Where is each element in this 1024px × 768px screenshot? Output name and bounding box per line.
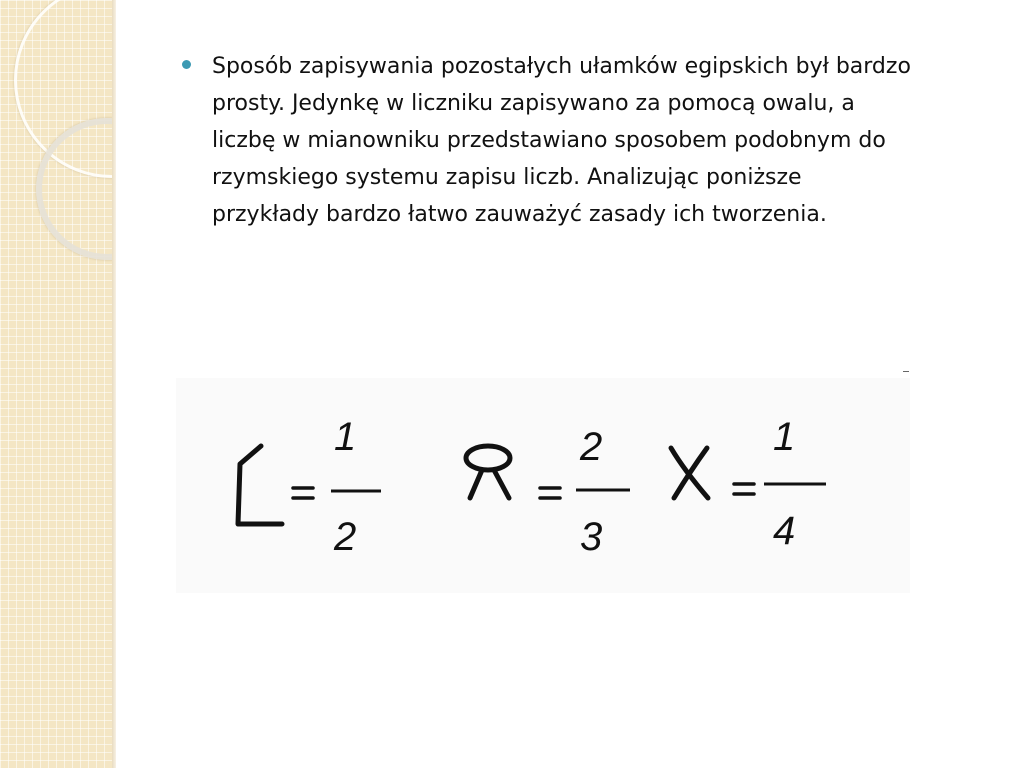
egyptian-fractions-figure bbox=[176, 378, 910, 593]
two-thirds-hieroglyph-icon bbox=[466, 446, 510, 498]
fractions-svg bbox=[176, 378, 910, 593]
fraction-numerator: 1 bbox=[773, 415, 796, 459]
bullet-item bbox=[182, 48, 922, 233]
fraction-denominator: 4 bbox=[773, 509, 796, 553]
fraction-numerator: 1 bbox=[334, 415, 357, 459]
bullet-dot-icon bbox=[182, 60, 191, 69]
quarter-hieroglyph-icon bbox=[671, 448, 708, 498]
fraction-denominator: 2 bbox=[334, 515, 357, 559]
bullet-text: Sposób zapisywania pozostałych ułamków egipskich był bardzo prosty. Jedynkę w liczniku zapisywano za pomocą owalu, a liczbę w mianowniku przedstawiano sposobem podobnym do rzymskiego systemu zapisu liczb. Analizując poniższe przykłady bardzo łatwo zauważyć zasady ich tworzenia. bbox=[212, 54, 911, 227]
slide-content bbox=[182, 48, 922, 233]
sidebar-edge bbox=[112, 0, 116, 768]
fraction-denominator: 3 bbox=[580, 515, 603, 559]
fraction-numerator: 2 bbox=[580, 425, 603, 469]
half-hieroglyph-icon bbox=[238, 446, 282, 524]
decorative-dash bbox=[903, 371, 909, 372]
decorative-sidebar bbox=[0, 0, 112, 768]
